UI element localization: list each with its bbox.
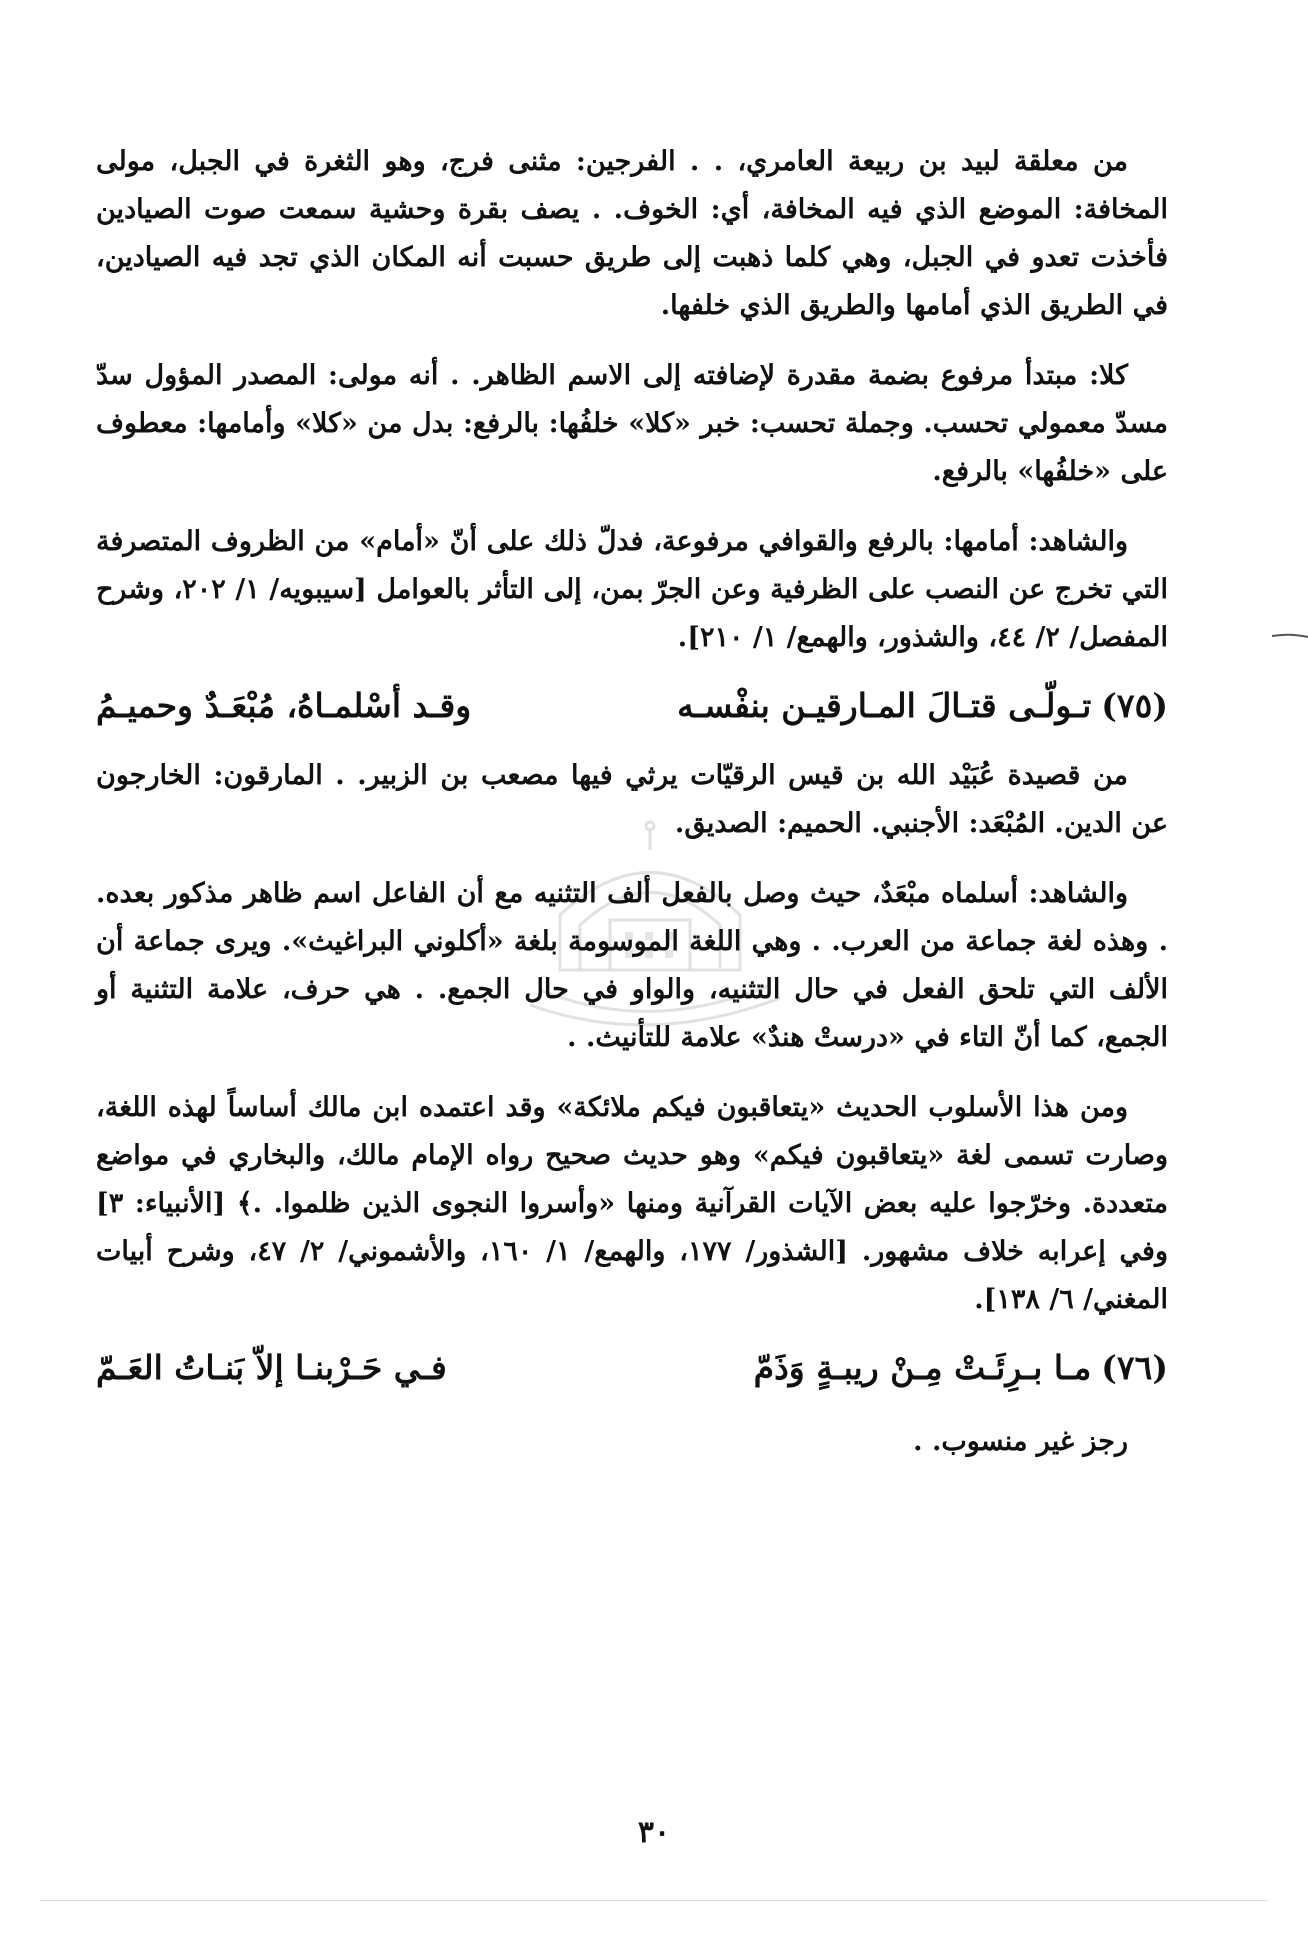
verse-75 bbox=[96, 678, 1168, 734]
attribution-note: رجز غير منسوب. . bbox=[913, 1426, 1128, 1457]
commentary-paragraph-1: من معلقة لبيد بن ربيعة العامري، . . الفرجين: مثنى فرج، وهو الثغرة في الجبل، مولى المخافة: الموضع الذي فيه المخافة، أي: الخوف. . يصف بقرة وحشية سمعت صوت الصيادين فأخذت تعدو في الجبل، وهي كلما ذهبت إلى طريق حسبت أنه المكان الذي تجد فيه الصيادين، في الطريق الذي أمامها والطريق الذي خلفها. bbox=[96, 146, 1168, 321]
evidence-paragraph-2: والشاهد: أسلماه مبْعَدٌ، حيث وصل بالفعل ألف التثنيه مع أن الفاعل اسم ظاهر مذكور بعده. . وهذه لغة جماعة من العرب. . وهي اللغة الموسومة بلغة «أكلوني البراغيث». ويرى جماعة أن الألف التي تلحق الفعل في حال التثنيه، والواو في حال الجمع. . هي حرف، علامة التثنية أو الجمع، كما أنّ التاء في «درستْ هندٌ» علامة للتأنيث. . bbox=[96, 878, 1169, 1053]
verse-76 bbox=[96, 1340, 1168, 1396]
commentary-paragraph-2: من قصيدة عُبَيْد الله بن قيس الرقيّات يرثي فيها مصعب بن الزبير. . المارقون: الخارجون عن الدين. المُبْعَد: الأجنبي. الحميم: الصديق. bbox=[96, 760, 1168, 839]
hadith-paragraph: ومن هذا الأسلوب الحديث «يتعاقبون فيكم ملائكة» وقد اعتمده ابن مالك أساساً لهذه اللغة، وصارت تسمى لغة «يتعاقبون فيكم» وهو حديث صحيح رواه الإمام مالك، والبخاري في مواضع متعددة. وخرّجوا عليه بعض الآيات القرآنية ومنها «وأسروا النجوى الذين ظلموا. .﴾ [الأنبياء: ٣] وفي إعرابه خلاف مشهور. [الشذور/ ١٧٧، والهمع/ ١/ ١٦٠، والأشموني/ ٢/ ٤٧، وشرح أبيات المغني/ ٦/ ١٣٨]. bbox=[96, 1092, 1168, 1315]
grammar-paragraph-1: كلا: مبتدأ مرفوع بضمة مقدرة لإضافته إلى الاسم الظاهر. . أنه مولى: المصدر المؤول سدّ مسدّ معمولي تحسب. وجملة تحسب: خبر «كلا» خلفُها: بالرفع: بدل من «كلا» وأمامها: معطوف على «خلفُها» بالرفع. bbox=[96, 360, 1168, 487]
evidence-paragraph-1: والشاهد: أمامها: بالرفع والقوافي مرفوعة، فدلّ ذلك على أنّ «أمام» من الظروف المتصرفة التي تخرج عن النصب على الظرفية وعن الجرّ بمن، إلى التأثر بالعوامل [سيبويه/ ١/ ٢٠٢، وشرح المفصل/ ٢/ ٤٤، والشذور، والهمع/ ١/ ٢١٠]. bbox=[96, 526, 1168, 653]
verse-number: (٧٦) bbox=[1101, 1348, 1168, 1387]
verse-first-hemistich: مـا بـرِئَـتْ مِـنْ ريبـةٍ وَذَمّ bbox=[753, 1348, 1092, 1387]
bottom-rule bbox=[40, 1900, 1268, 1901]
scan-edge-mark bbox=[1272, 633, 1308, 639]
page-number: ٣٠ bbox=[637, 1815, 671, 1850]
verse-second-hemistich: وقـد أسْلمـاهُ، مُبْعَـدٌ وحميـمُ bbox=[95, 686, 472, 725]
page-body bbox=[96, 138, 1168, 1466]
verse-number: (٧٥) bbox=[1101, 686, 1168, 725]
verse-first-hemistich: تـولّـى قتـالَ المـارقيـن بنفْسـه bbox=[677, 686, 1092, 725]
verse-second-hemistich: فـي حَـرْبنـا إلاّ بَنـاتُ العَـمّ bbox=[95, 1348, 447, 1387]
